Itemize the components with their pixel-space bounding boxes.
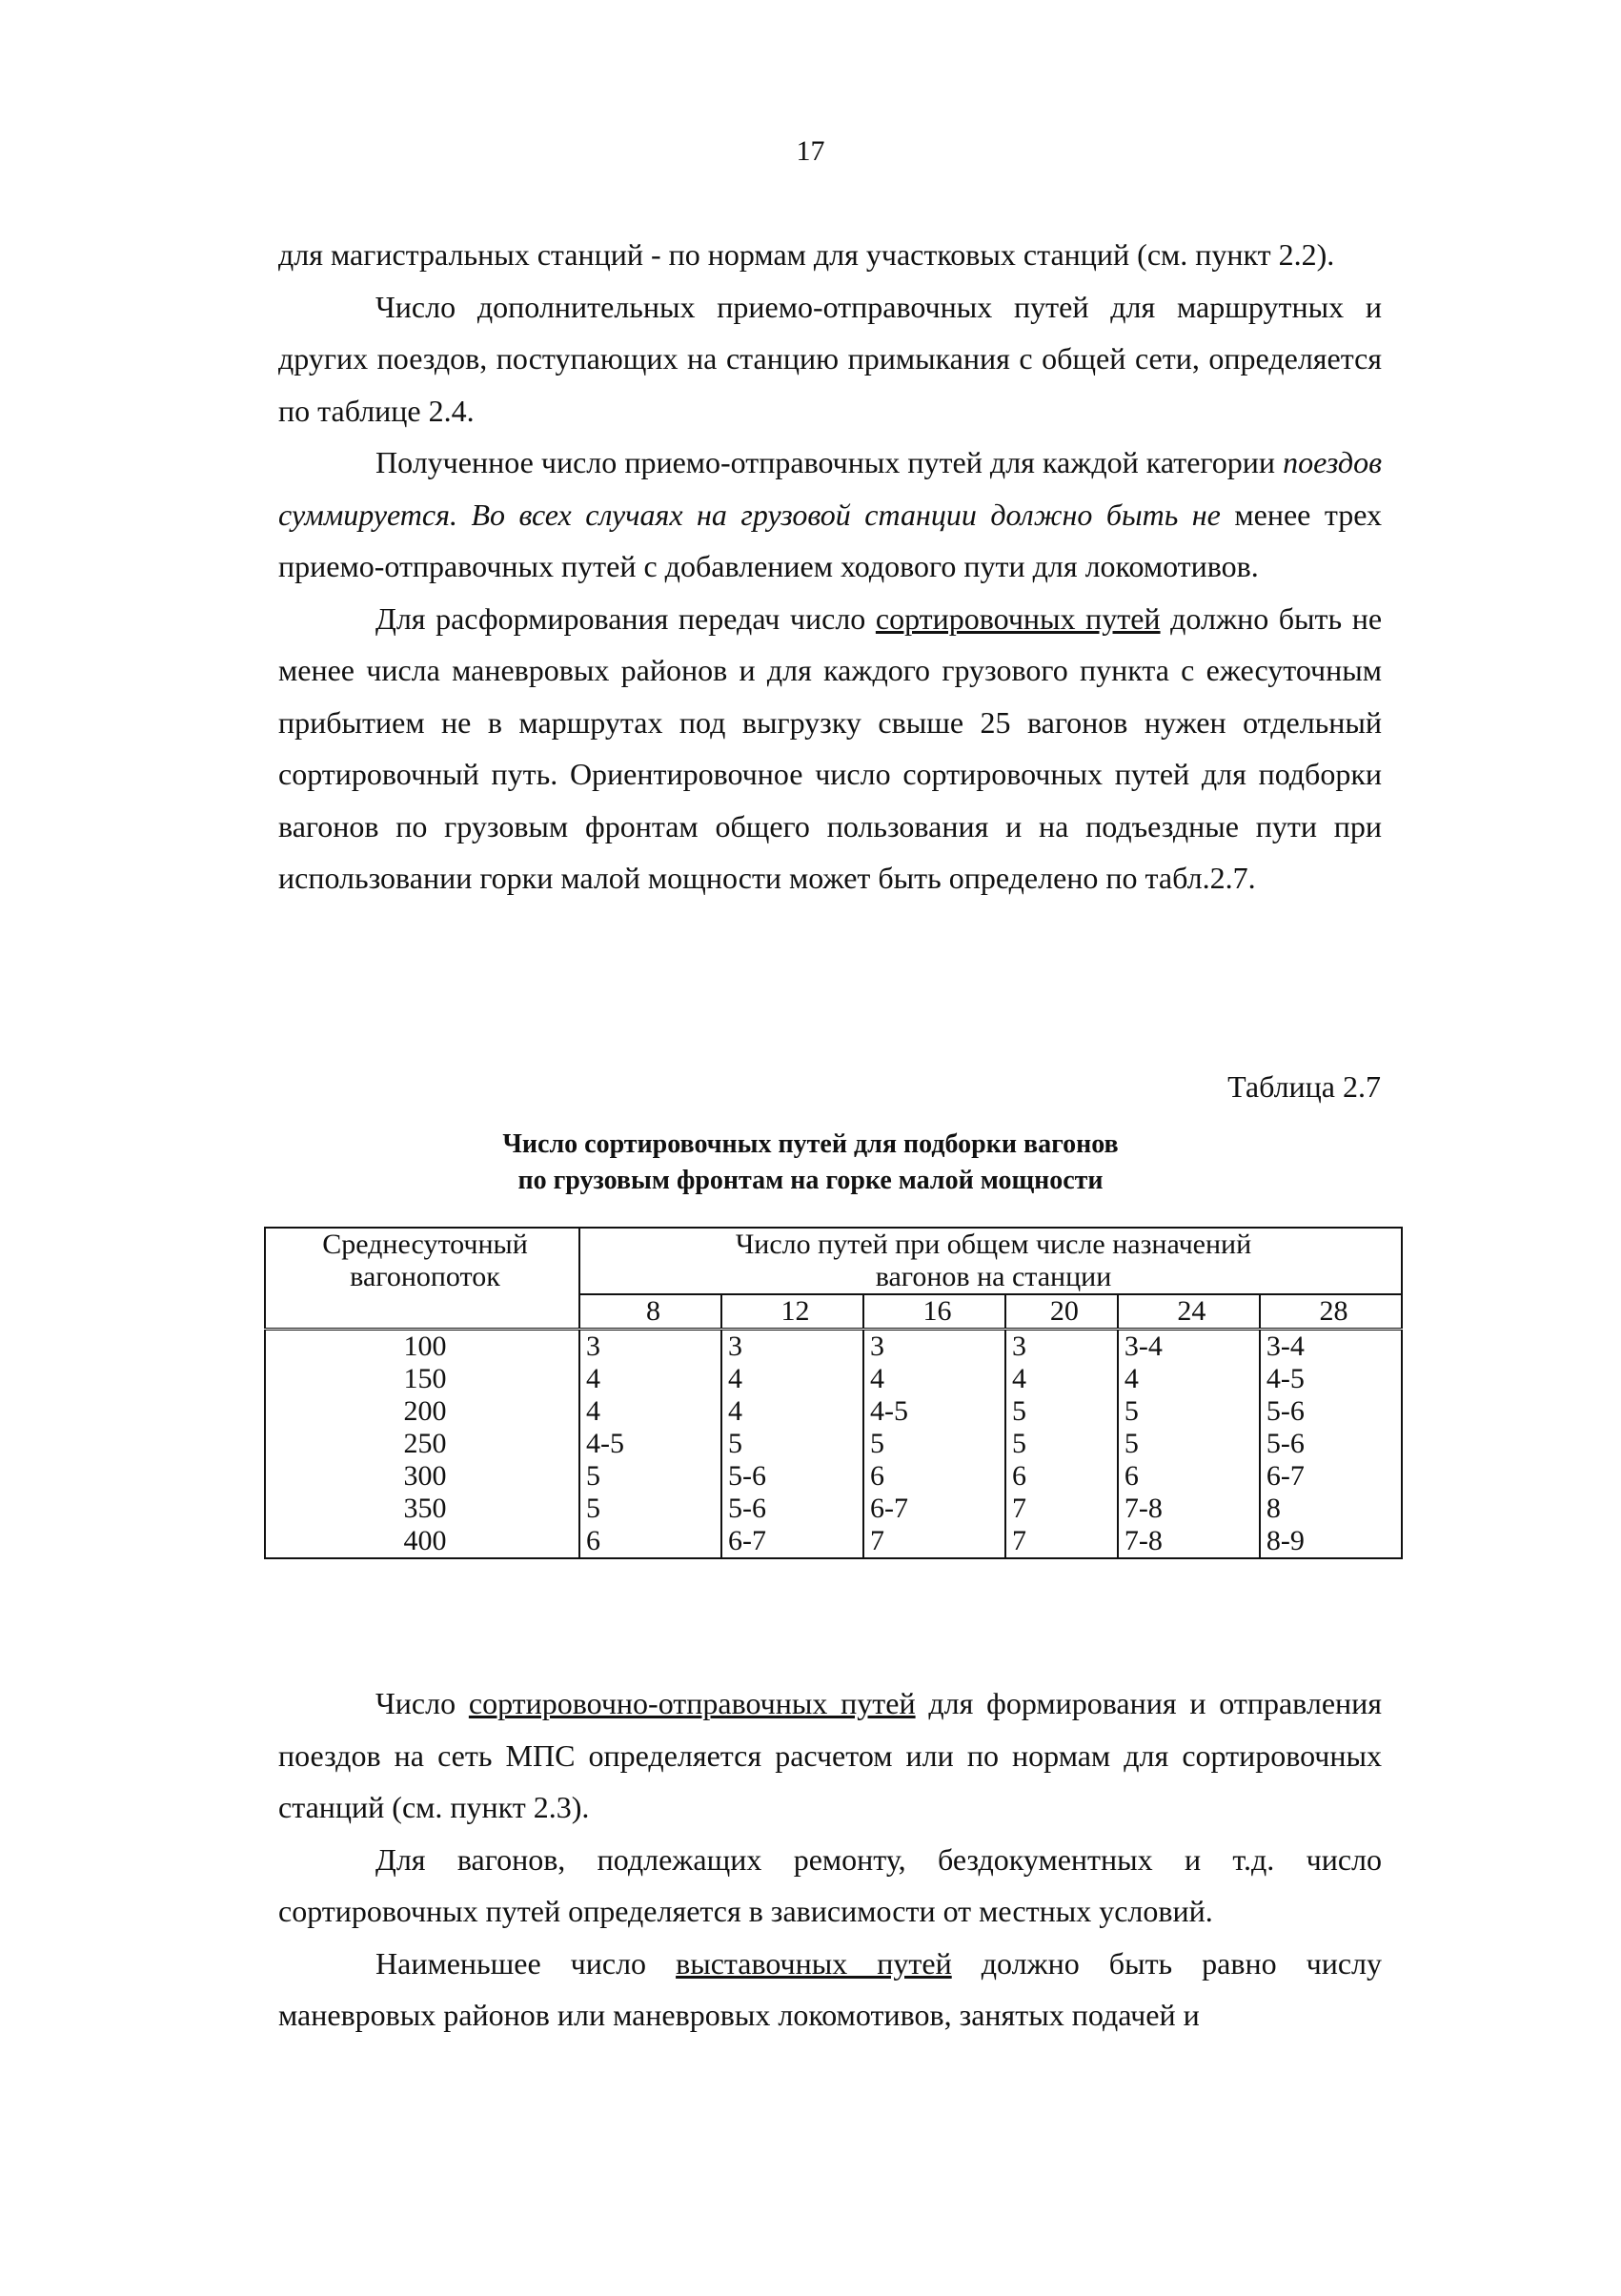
row-flow-cell: 250 [265, 1428, 579, 1460]
table-row [265, 1330, 1402, 1364]
table-row [265, 1428, 1402, 1460]
table-cell: 4-5 [579, 1428, 721, 1460]
row-flow-cell: 200 [265, 1395, 579, 1428]
text-run: менее трех приемо-отправочных путей с добавлением ходового пути для локомотивов. [278, 497, 1383, 583]
header-span [579, 1228, 1402, 1294]
table-cell: 6 [1005, 1460, 1118, 1493]
column-header: 24 [1118, 1294, 1260, 1330]
body-text-bottom [278, 1677, 1382, 2042]
header-flow-line-2: вагонопоток [350, 1261, 500, 1292]
underlined-term: сортировочных путей [875, 600, 1161, 636]
underlined-term: выставочных путей [676, 1945, 952, 1981]
table-cell: 5 [1118, 1428, 1260, 1460]
table-cell: 5 [1118, 1395, 1260, 1428]
header-span-line-1: Число путей при общем числе назначений [735, 1229, 1252, 1260]
table-cell: 7 [1005, 1493, 1118, 1525]
table-cell: 7 [863, 1525, 1005, 1558]
text-run: Число [375, 1686, 469, 1720]
column-header: 28 [1260, 1294, 1402, 1330]
table-cell: 7-8 [1118, 1493, 1260, 1525]
underlined-term: сортировочно-отправочных путей [468, 1686, 916, 1720]
table-cell: 5 [579, 1460, 721, 1493]
table-cell: 5 [721, 1428, 863, 1460]
column-header: 20 [1005, 1294, 1118, 1330]
table-cell: 3-4 [1266, 1331, 1305, 1362]
table-header-row [265, 1228, 1402, 1294]
text-run: поездов суммируется. Во всех случаях на грузовой станции должно быть не [278, 445, 1382, 532]
header-flow-line-1: Среднесуточный [322, 1229, 528, 1260]
table-row [265, 1493, 1402, 1525]
text-run: должно быть равно числу маневровых районов или маневровых локомотивов, занятых подачей и [278, 1945, 1383, 2032]
table-cell: 4-5 [1266, 1363, 1305, 1394]
paragraph [278, 229, 1382, 281]
table-cell: 5 [1005, 1428, 1118, 1460]
text-run: Полученное число приемо-отправочных путей для каждой категории [375, 445, 1284, 479]
table-cell: 5 [1005, 1395, 1118, 1428]
paragraph [278, 1938, 1382, 2042]
paragraph [278, 281, 1382, 437]
table-cell: 5 [579, 1493, 721, 1525]
table-title-line-2: по грузовым фронтам на горке малой мощности [517, 1166, 1104, 1195]
table-cell: 4 [863, 1363, 1005, 1395]
paragraph [278, 437, 1382, 593]
table-cell: 4 [579, 1395, 721, 1428]
table-row [265, 1525, 1402, 1558]
table-cell: 6 [863, 1460, 1005, 1493]
text-run: Для расформирования передач число [375, 600, 876, 636]
row-flow-cell: 150 [265, 1363, 579, 1395]
paragraph [278, 593, 1382, 904]
table-cell: 3-4 [1118, 1330, 1260, 1364]
table-label: Таблица 2.7 [1227, 1069, 1381, 1104]
table-cell: 3 [579, 1330, 721, 1364]
table-cell: 6-7 [1266, 1460, 1305, 1492]
row-flow-cell: 300 [265, 1460, 579, 1493]
table-cell: 3 [863, 1330, 1005, 1364]
table-row [265, 1363, 1402, 1395]
table-cell: 3 [721, 1330, 863, 1364]
table-cell: 5-6 [1266, 1428, 1305, 1459]
table-title-line-1: Число сортировочных путей для подборки вагонов [502, 1129, 1119, 1159]
page-number: 17 [796, 135, 825, 167]
table-cell: 8 [1266, 1493, 1281, 1524]
table-cell: 5-6 [721, 1460, 863, 1493]
table-title [0, 1127, 1621, 1199]
table-cell: 3 [1005, 1330, 1118, 1364]
paragraph [278, 1834, 1382, 1938]
row-flow-cell: 400 [265, 1525, 579, 1558]
table-cell: 6-7 [721, 1525, 863, 1558]
table-cell: 5-6 [1266, 1395, 1305, 1427]
table-cell: 6 [1118, 1460, 1260, 1493]
header-span-line-2: вагонов на станции [875, 1261, 1112, 1292]
table-cell: 7 [1005, 1525, 1118, 1558]
table-row [265, 1395, 1402, 1428]
text-run: Наименьшее число [375, 1945, 677, 1981]
text-run: должно быть не менее числа маневровых районов и для каждого грузового пункта с ежесуточным прибытием не в маршрутах под выгрузку свыше 25 вагонов нужен отдельный сортировочный путь. Ориентировочное число сортировочных путей для подборки вагонов по грузовым фронтам общего пользования и на подъездные пути при использовании горки малой мощности может быть определено по табл.2.7. [278, 600, 1383, 895]
row-flow-cell: 350 [265, 1493, 579, 1525]
table-cell: 6 [579, 1525, 721, 1558]
table-cell: 7-8 [1118, 1525, 1260, 1558]
text-run: для формирования и отправления поездов на сеть МПС определяется расчетом или по нормам для сортировочных станций (см. пункт 2.3). [278, 1686, 1383, 1824]
text-run: для магистральных станций - по нормам для участковых станций (см. пункт 2.2). [278, 237, 1335, 272]
table-cell: 4 [579, 1363, 721, 1395]
table-cell: 5-6 [721, 1493, 863, 1525]
column-header: 12 [721, 1294, 863, 1330]
paragraph [278, 1677, 1382, 1834]
header-flow [265, 1228, 579, 1330]
table-cell: 4 [1005, 1363, 1118, 1395]
table-cell: 4-5 [863, 1395, 1005, 1428]
table-cell: 5 [863, 1428, 1005, 1460]
data-table [264, 1227, 1403, 1559]
table-row [265, 1460, 1402, 1493]
table-cell: 4 [721, 1363, 863, 1395]
row-flow-cell: 100 [265, 1330, 579, 1364]
table-body [265, 1228, 1402, 1558]
text-run: Для вагонов, подлежащих ремонту, бездокументных и т.д. число сортировочных путей определяется в зависимости от местных условий. [278, 1841, 1382, 1928]
text-run: Число дополнительных приемо-отправочных путей для маршрутных и других поездов, поступающих на станцию примыкания с общей сети, определяется по таблице 2.4. [278, 289, 1382, 428]
table-cell: 6-7 [863, 1493, 1005, 1525]
column-header: 16 [863, 1294, 1005, 1330]
body-text-top [278, 229, 1382, 904]
table-cell: 8-9 [1266, 1525, 1305, 1556]
column-header: 8 [579, 1294, 721, 1330]
table-cell: 4 [721, 1395, 863, 1428]
table-cell: 4 [1118, 1363, 1260, 1395]
